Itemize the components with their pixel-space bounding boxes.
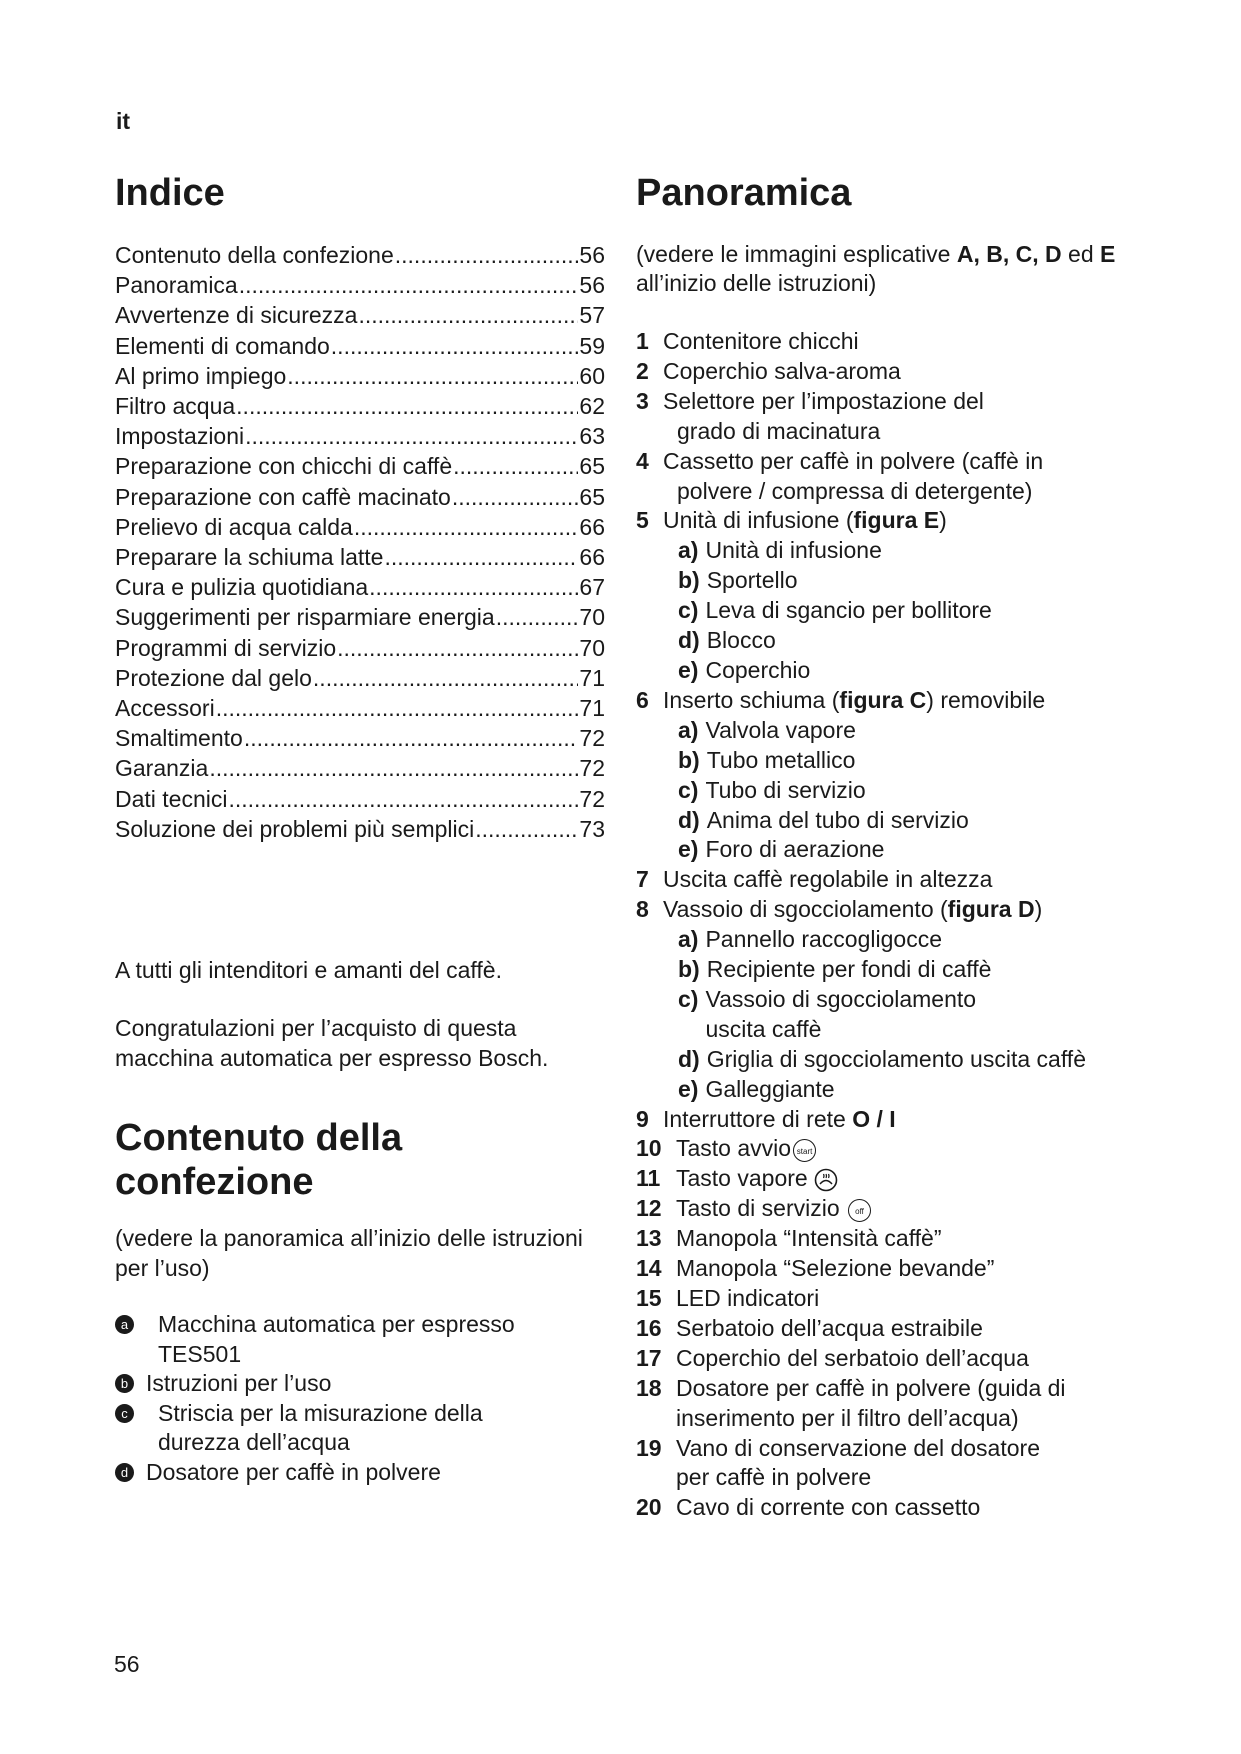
table-of-contents (115, 240, 605, 844)
list-item (636, 1434, 1156, 1494)
overview-intro-post: all’inizio delle istruzioni) (636, 270, 877, 296)
sub-text: Tubo di servizio (705, 776, 866, 803)
sub-item (636, 656, 1156, 686)
sub-letter: b) (678, 956, 700, 983)
sub-item (636, 566, 1156, 596)
toc-entry[interactable] (115, 270, 605, 300)
package-item-text-cont: TES501 (158, 1340, 242, 1367)
toc-entry[interactable] (115, 361, 605, 391)
toc-entry-page: 65 (579, 483, 605, 510)
toc-entry[interactable] (115, 331, 605, 361)
toc-entry-page: 56 (579, 242, 605, 268)
item-text: Coperchio salva-aroma (663, 357, 901, 384)
item-text-post: ) removibile (926, 686, 1046, 713)
item-number: 11 (636, 1165, 661, 1192)
item-text: Vassoio di sgocciolamento ( (663, 896, 948, 923)
toc-entry-title: Preparazione con chicchi di caffè (115, 453, 453, 480)
item-number: 20 (636, 1494, 662, 1521)
toc-entry-page: 72 (579, 725, 605, 752)
power-switch-label: O / I (852, 1105, 896, 1132)
toc-leader-dots (209, 753, 578, 783)
sub-letter: d) (678, 1045, 700, 1072)
toc-entry[interactable] (115, 723, 605, 753)
list-item (636, 1224, 1156, 1254)
list-item (636, 686, 1156, 716)
item-text: Manopola “Selezione bevande” (676, 1255, 995, 1282)
item-text: Unità di infusione ( (663, 507, 854, 534)
toc-entry[interactable] (115, 784, 605, 814)
toc-entry-title: Soluzione dei problemi più semplici (115, 815, 475, 842)
item-text: Inserto schiuma ( (663, 686, 840, 713)
package-contents-list (115, 1310, 615, 1488)
toc-entry-page: 73 (579, 815, 605, 842)
item-number: 17 (636, 1344, 662, 1371)
overview-intro-pre: (vedere le immagini esplicative (636, 241, 957, 267)
overview-title: Panoramica (636, 172, 852, 214)
toc-leader-dots (369, 572, 578, 602)
toc-entry[interactable] (115, 602, 605, 632)
list-item (636, 1105, 1156, 1135)
index-title: Indice (115, 172, 225, 214)
contents-note: (vedere la panoramica all’inizio delle istruzioni per l’uso) (115, 1225, 583, 1281)
sub-text: Sportello (706, 567, 798, 594)
toc-entry-title: Garanzia (115, 755, 209, 782)
item-number: 19 (636, 1434, 662, 1461)
item-text: Interruttore di rete (663, 1105, 853, 1132)
toc-leader-dots (287, 361, 578, 391)
item-number: 14 (636, 1255, 662, 1282)
package-item-text-cont: durezza dell’acqua (158, 1429, 350, 1456)
list-item (636, 506, 1156, 536)
item-number: 8 (636, 896, 649, 923)
toc-entry-page: 72 (579, 785, 605, 812)
toc-entry-title: Cura e pulizia quotidiana (115, 574, 369, 601)
toc-leader-dots (475, 814, 578, 844)
toc-leader-dots (245, 421, 578, 451)
list-item (636, 1284, 1156, 1314)
list-item (636, 1493, 1156, 1523)
left-column (115, 170, 605, 1485)
toc-leader-dots (313, 663, 578, 693)
toc-leader-dots (228, 784, 578, 814)
item-text: Cassetto per caffè in polvere (caffè in (663, 447, 1044, 474)
letter-c-badge-icon: c (115, 1404, 134, 1423)
toc-entry[interactable] (115, 391, 605, 421)
letter-b-badge-icon: b (115, 1374, 134, 1393)
list-item (636, 1314, 1156, 1344)
service-button-icon: off (848, 1199, 871, 1222)
sub-item (636, 746, 1156, 776)
toc-entry-page: 60 (579, 362, 605, 389)
item-text: Manopola “Intensità caffè” (676, 1225, 942, 1252)
sub-item (636, 955, 1156, 985)
toc-entry-title: Preparazione con caffè macinato (115, 483, 451, 510)
item-text: Tasto di servizio (676, 1195, 840, 1222)
item-number: 7 (636, 866, 649, 893)
toc-entry-page: 67 (579, 574, 605, 601)
toc-entry-title: Dati tecnici (115, 785, 228, 812)
toc-entry-title: Programmi di servizio (115, 634, 337, 661)
toc-entry[interactable] (115, 240, 605, 270)
list-item (636, 327, 1156, 357)
toc-entry-title: Panoramica (115, 272, 238, 299)
sub-text: Griglia di sgocciolamento uscita caffè (706, 1045, 1086, 1072)
item-text-post: ) (1034, 896, 1043, 923)
toc-leader-dots (453, 451, 578, 481)
sub-text: Unità di infusione (705, 537, 882, 564)
list-item (115, 1458, 615, 1488)
item-number: 5 (636, 507, 649, 534)
sub-text: Blocco (706, 627, 776, 654)
list-item (115, 1399, 615, 1458)
item-number: 12 (636, 1195, 662, 1222)
toc-entry-page: 71 (579, 695, 605, 722)
toc-leader-dots (384, 542, 578, 572)
item-text-cont: polvere / compressa di detergente) (677, 477, 1033, 504)
list-item (115, 1369, 615, 1399)
item-number: 9 (636, 1105, 649, 1132)
package-item-text: Macchina automatica per espresso (158, 1311, 515, 1337)
toc-leader-dots (358, 300, 578, 330)
toc-entry-page: 70 (579, 604, 605, 631)
list-item (636, 1194, 1156, 1224)
toc-entry-title: Avvertenze di sicurezza (115, 302, 358, 329)
sub-item (636, 596, 1156, 626)
toc-entry[interactable] (115, 300, 605, 330)
item-number: 18 (636, 1374, 662, 1401)
contents-title-line2: confezione (115, 1161, 314, 1203)
figure-ref: figura E (853, 507, 940, 534)
congratulations-text: Congratulazioni per l’acquisto di questa macchina automatica per espresso Bosch. (115, 1015, 549, 1071)
item-number: 1 (636, 328, 649, 354)
sub-letter: d) (678, 806, 700, 833)
item-number: 16 (636, 1314, 662, 1341)
toc-entry-title: Al primo impiego (115, 362, 287, 389)
sub-letter: d) (678, 627, 700, 654)
item-text-cont: per caffè in polvere (676, 1464, 872, 1491)
toc-leader-dots (452, 482, 579, 512)
item-text-cont: grado di macinatura (677, 417, 881, 444)
item-number: 6 (636, 686, 649, 713)
contents-title-line1: Contenuto della (115, 1117, 403, 1159)
sub-text: Valvola vapore (705, 716, 856, 743)
toc-entry-title: Accessori (115, 695, 215, 722)
sub-text: Anima del tubo di servizio (706, 806, 969, 833)
item-text: Cavo di corrente con cassetto (676, 1494, 981, 1521)
sub-letter: c) (678, 985, 699, 1012)
toc-leader-dots (244, 723, 579, 753)
item-number: 3 (636, 387, 649, 414)
item-text: Dosatore per caffè in polvere (guida di (676, 1374, 1066, 1401)
sub-letter: b) (678, 567, 700, 594)
sub-item (636, 626, 1156, 656)
figure-letter-e: E (1100, 241, 1116, 267)
toc-entry-page: 66 (579, 544, 605, 571)
toc-leader-dots (395, 240, 579, 270)
letter-d-badge-icon: d (115, 1463, 134, 1482)
item-number: 10 (636, 1135, 662, 1162)
item-text: Serbatoio dell’acqua estraibile (676, 1314, 983, 1341)
sub-letter: a) (678, 537, 699, 564)
toc-entry-page: 63 (579, 423, 605, 450)
toc-entry[interactable] (115, 693, 605, 723)
right-column (636, 170, 1156, 1523)
toc-leader-dots (354, 512, 579, 542)
toc-entry-title: Impostazioni (115, 423, 245, 450)
list-item (636, 1134, 1156, 1164)
sub-text: Leva di sgancio per bollitore (705, 597, 992, 624)
toc-entry-title: Suggerimenti per risparmiare energia (115, 604, 495, 631)
toc-entry-page: 59 (579, 332, 605, 359)
sub-text: Recipiente per fondi di caffè (706, 956, 992, 983)
item-number: 2 (636, 357, 649, 384)
page-number: 56 (114, 1651, 140, 1677)
package-item-text: Striscia per la misurazione della (158, 1399, 483, 1426)
toc-leader-dots (331, 331, 579, 361)
sub-item (636, 806, 1156, 836)
toc-entry-page: 56 (579, 272, 605, 299)
overview-intro-mid: ed (1061, 241, 1101, 267)
toc-entry[interactable] (115, 482, 605, 512)
sub-text: Coperchio (705, 656, 811, 683)
toc-entry-title: Protezione dal gelo (115, 664, 312, 691)
sub-letter: e) (678, 836, 699, 863)
sub-item (636, 716, 1156, 746)
contents-heading (115, 1116, 605, 1204)
sub-letter: a) (678, 926, 699, 953)
toc-entry-page: 57 (579, 302, 605, 329)
sub-text-cont: uscita caffè (705, 1015, 822, 1042)
toc-leader-dots (239, 270, 579, 300)
sub-letter: c) (678, 776, 699, 803)
list-item (636, 447, 1156, 507)
sub-item (636, 536, 1156, 566)
toc-entry[interactable] (115, 633, 605, 663)
sub-letter: a) (678, 716, 699, 743)
toc-leader-dots (236, 391, 578, 421)
list-item (636, 387, 1156, 447)
toc-leader-dots (216, 693, 579, 723)
toc-entry[interactable] (115, 753, 605, 783)
list-item (636, 1254, 1156, 1284)
list-item (115, 1310, 615, 1369)
item-number: 13 (636, 1225, 662, 1252)
list-item (636, 1164, 1156, 1194)
toc-leader-dots (496, 602, 579, 632)
toc-entry-page: 62 (579, 393, 605, 420)
item-text: Vano di conservazione del dosatore (676, 1434, 1040, 1461)
toc-entry-page: 72 (579, 755, 605, 782)
toc-entry-page: 65 (579, 453, 605, 480)
sub-item (636, 1045, 1156, 1075)
list-item (636, 357, 1156, 387)
sub-letter: e) (678, 1075, 699, 1102)
list-item (636, 865, 1156, 895)
toc-entry-title: Smaltimento (115, 725, 243, 752)
sub-text: Vassoio di sgocciolamento (705, 985, 977, 1012)
sub-item (636, 985, 1156, 1045)
item-text: Uscita caffè regolabile in altezza (663, 866, 993, 893)
greeting-text: A tutti gli intenditori e amanti del caffè. (115, 957, 502, 983)
item-text: Selettore per l’impostazione del (663, 387, 984, 414)
toc-entry-title: Filtro acqua (115, 393, 236, 420)
list-item (636, 1344, 1156, 1374)
toc-entry[interactable] (115, 451, 605, 481)
toc-entry[interactable] (115, 572, 605, 602)
sub-text: Pannello raccogligocce (705, 926, 942, 953)
toc-entry-title: Contenuto della confezione (115, 242, 394, 268)
item-text-cont: inserimento per il filtro dell’acqua) (676, 1404, 1019, 1431)
toc-entry[interactable] (115, 814, 605, 844)
sub-text: Foro di aerazione (705, 836, 885, 863)
toc-entry-title: Preparare la schiuma latte (115, 544, 384, 571)
toc-entry-title: Elementi di comando (115, 332, 330, 359)
sub-letter: b) (678, 746, 700, 773)
sub-item (636, 776, 1156, 806)
toc-entry[interactable] (115, 421, 605, 451)
steam-icon (814, 1168, 838, 1192)
item-number: 15 (636, 1285, 662, 1311)
list-item (636, 895, 1156, 925)
toc-leader-dots (337, 633, 578, 663)
toc-entry-page: 71 (579, 664, 605, 691)
item-number: 4 (636, 447, 649, 474)
figure-ref: figura D (947, 896, 1035, 923)
item-text: Tasto vapore (676, 1165, 808, 1192)
sub-item (636, 1075, 1156, 1105)
toc-entry-page: 66 (579, 513, 605, 540)
sub-text: Galleggiante (705, 1075, 835, 1102)
figure-ref: figura C (839, 686, 927, 713)
item-text: Contenitore chicchi (663, 328, 859, 354)
item-text: LED indicatori (676, 1285, 820, 1311)
toc-entry-page: 70 (579, 634, 605, 661)
sub-letter: e) (678, 656, 699, 683)
figure-letters: A, B, C, D (956, 241, 1062, 267)
language-code: it (116, 108, 131, 134)
sub-item (636, 835, 1156, 865)
start-button-icon: start (793, 1139, 816, 1162)
package-item-text: Dosatore per caffè in polvere (146, 1458, 441, 1485)
toc-entry-title: Prelievo di acqua calda (115, 513, 353, 540)
sub-text: Tubo metallico (706, 746, 856, 773)
toc-entry[interactable] (115, 512, 605, 542)
overview-list (636, 327, 1156, 1523)
item-text: Tasto avvio (676, 1135, 792, 1162)
item-text-post: ) (939, 507, 947, 534)
toc-entry[interactable] (115, 663, 605, 693)
letter-a-badge-icon: a (115, 1315, 134, 1334)
toc-entry[interactable] (115, 542, 605, 572)
package-item-text: Istruzioni per l’uso (146, 1370, 332, 1397)
item-text: Coperchio del serbatoio dell’acqua (676, 1344, 1029, 1371)
overview-intro (636, 240, 1156, 298)
sub-item (636, 925, 1156, 955)
list-item (636, 1374, 1156, 1434)
sub-letter: c) (678, 597, 699, 624)
